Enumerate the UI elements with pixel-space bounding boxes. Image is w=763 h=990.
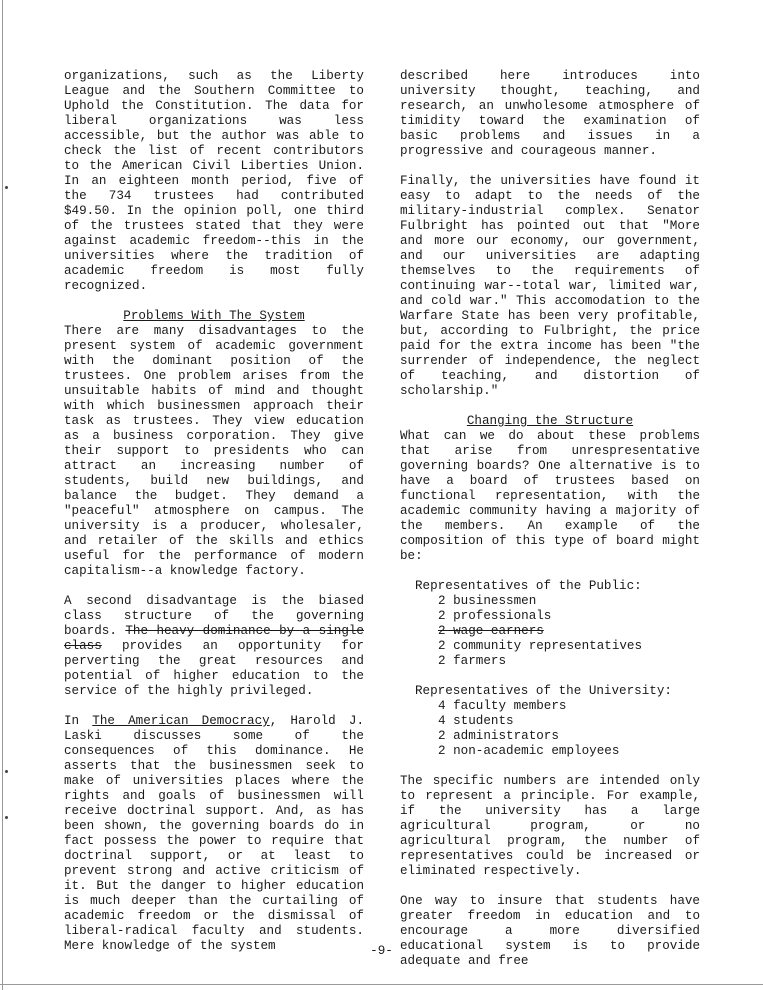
right-column <box>400 69 700 969</box>
list-heading-public: Representatives of the Public: <box>415 579 642 593</box>
list-item-university: 2 non-academic employees <box>438 744 620 758</box>
paragraph-organizations: organizations, such as the Liberty League and the Southern Committee to Uphold the Constitution. The data for liberal organizations was less accessible, but the author was able to check the list of recent contributors to the American Civil Liberties Union. In an eighteen month period, five of the 734 trustees had contributed $49.50. In the opinion poll, one third of the trustees stated that they were against academic freedom--this in the universities where the tradition of academic freedom is most fully recognized. <box>64 69 364 293</box>
paragraph-military-industrial: Finally, the universities have found it easy to adapt to the needs of the military-industrial complex. Senator Fulbright has pointed out that "More and more our economy, our government, and our universities are adapting themselves to the requirements of continuing war--total war, limited war, and cold war." This accomodation to the Warfare State has been very profitable, but, according to Fulbright, the price paid for the extra income has been "the surrender of independence, the neglect of teaching, and distortion of scholarship." <box>400 174 700 398</box>
paragraph-specific-numbers: The specific numbers are intended only to represent a principle. For example, if the university has a large agricultural program, or no agricultural program, the number of representatives could be increased or eliminated respectively. <box>400 774 700 878</box>
book-title: The American Democracy <box>92 714 270 728</box>
list-item-public: 2 businessmen <box>438 594 537 608</box>
margin-mark <box>5 816 8 819</box>
list-item-university: 4 students <box>438 714 514 728</box>
margin-mark <box>5 770 8 773</box>
text-laski-rest: , Harold J. Laski discusses some of the consequences of this dominance. He asserts that the businessmen seek to make of universities places where the rights and goals of businessmen will receive doctrinal support. And, as has been shown, the governing boards do in fact possess the power to require that doctrinal support, or at least to prevent strong and active criticism of it. But the danger to higher education is much deeper than the curtailing of academic freedom or the dismissal of liberal-radical faculty and students. Mere knowledge of the system <box>64 714 364 953</box>
paragraph-disadvantages: There are many disadvantages to the present system of academic government with the dominant position of the trustees. One problem arises from the unsuitable habits of mind and thought with which businessmen approach their task as trustees. They view education as a business corporation. They give their support to presidents who can attract an increasing number of students, build new buildings, and balance the budget. They demand a "peaceful" atmosphere on campus. The university is a producer, wholesaler, and retailer of the skills and ethics useful for the performance of modern capitalism--a knowledge factory. <box>64 324 364 578</box>
list-item-public: 2 wage earners <box>438 624 544 638</box>
margin-mark <box>5 186 8 189</box>
list-item-public: 2 professionals <box>438 609 552 623</box>
page-edge-left <box>2 0 3 990</box>
text-perverting: provides an opportunity for perverting the great resources and potential of higher education to the service of the highly privileged. <box>64 639 364 698</box>
paragraph-one-way: One way to insure that students have greater freedom in education and to encourage a more diversified educational system is to provide adequate and free <box>400 894 700 968</box>
list-item-public: 2 community representatives <box>438 639 643 653</box>
page-number: -9- <box>370 944 393 958</box>
list-heading-university: Representatives of the University: <box>415 684 672 698</box>
heading-changing-the-structure: Changing the Structure <box>466 414 634 428</box>
paragraph-second-disadvantage <box>64 594 364 699</box>
text-second-disadvantage: A second disadvantage is the biased class structure of the governing boards. <box>64 594 364 638</box>
text-in: In <box>64 714 80 728</box>
list-item-public: 2 farmers <box>438 654 507 668</box>
paragraph-described: described here introduces into university thought, teaching, and research, an unwholesome atmosphere of timidity toward the examination of basic problems and issues in a progressive and courageous manner. <box>400 69 700 158</box>
page-edge-bottom <box>0 984 763 985</box>
paragraph-laski <box>64 714 364 954</box>
paragraph-what-can-we-do: What can we do about these problems that arise from unrespresentative governing boards? One alternative is to have a board of trustees based on functional representation, with the academic community having a majority of the members. An example of the composition of this type of board might be: <box>400 429 700 563</box>
left-column <box>64 69 364 954</box>
text-heavy-dominance: The heavy dominance by a single class <box>64 624 364 653</box>
list-item-university: 4 faculty members <box>438 699 567 713</box>
heading-problems-with-the-system: Problems With The System <box>123 309 305 323</box>
list-item-university: 2 administrators <box>438 729 559 743</box>
